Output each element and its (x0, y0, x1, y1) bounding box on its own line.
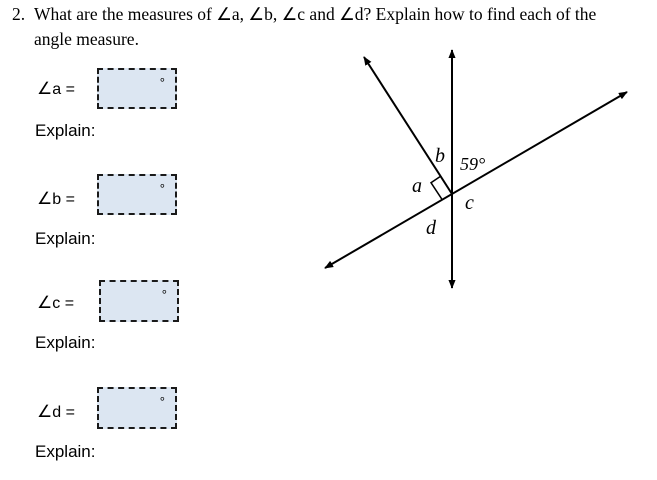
label-59-degrees: 59° (460, 154, 486, 174)
explain-a-label: Explain: (35, 121, 96, 140)
angle-letter: c (52, 295, 61, 312)
transversal-line (325, 92, 627, 268)
label-c: c (465, 192, 474, 214)
explain-b-label: Explain: (35, 229, 96, 248)
question-line-1: What are the measures of ∠a, ∠b, ∠c and ∠d? Explain how to find each of the (34, 4, 597, 24)
question-line-2: angle measure. (34, 29, 139, 49)
angle-letter: a (52, 81, 62, 98)
angle-symbol: ∠ (37, 293, 53, 312)
label-d: d (426, 217, 436, 239)
equals-sign: = (61, 81, 75, 98)
degree-symbol: ° (159, 75, 165, 90)
perpendicular-ray (364, 57, 452, 194)
angle-letter: b (52, 191, 62, 208)
angle-letter: d (52, 404, 62, 421)
right-angle-marker (431, 176, 442, 199)
label-b: b (435, 145, 445, 167)
equals-sign: = (61, 404, 75, 421)
label-a: a (412, 175, 422, 197)
degree-symbol: ° (161, 287, 167, 302)
angle-symbol: ∠ (37, 402, 53, 421)
angle-symbol: ∠ (37, 189, 53, 208)
degree-symbol: ° (159, 394, 165, 409)
degree-symbol: ° (159, 181, 165, 196)
equals-sign: = (61, 191, 75, 208)
equals-sign: = (60, 295, 75, 312)
question-number: 2. (12, 4, 26, 24)
explain-d-label: Explain: (35, 442, 96, 461)
explain-c-label: Explain: (35, 333, 96, 352)
angle-symbol: ∠ (37, 79, 53, 98)
